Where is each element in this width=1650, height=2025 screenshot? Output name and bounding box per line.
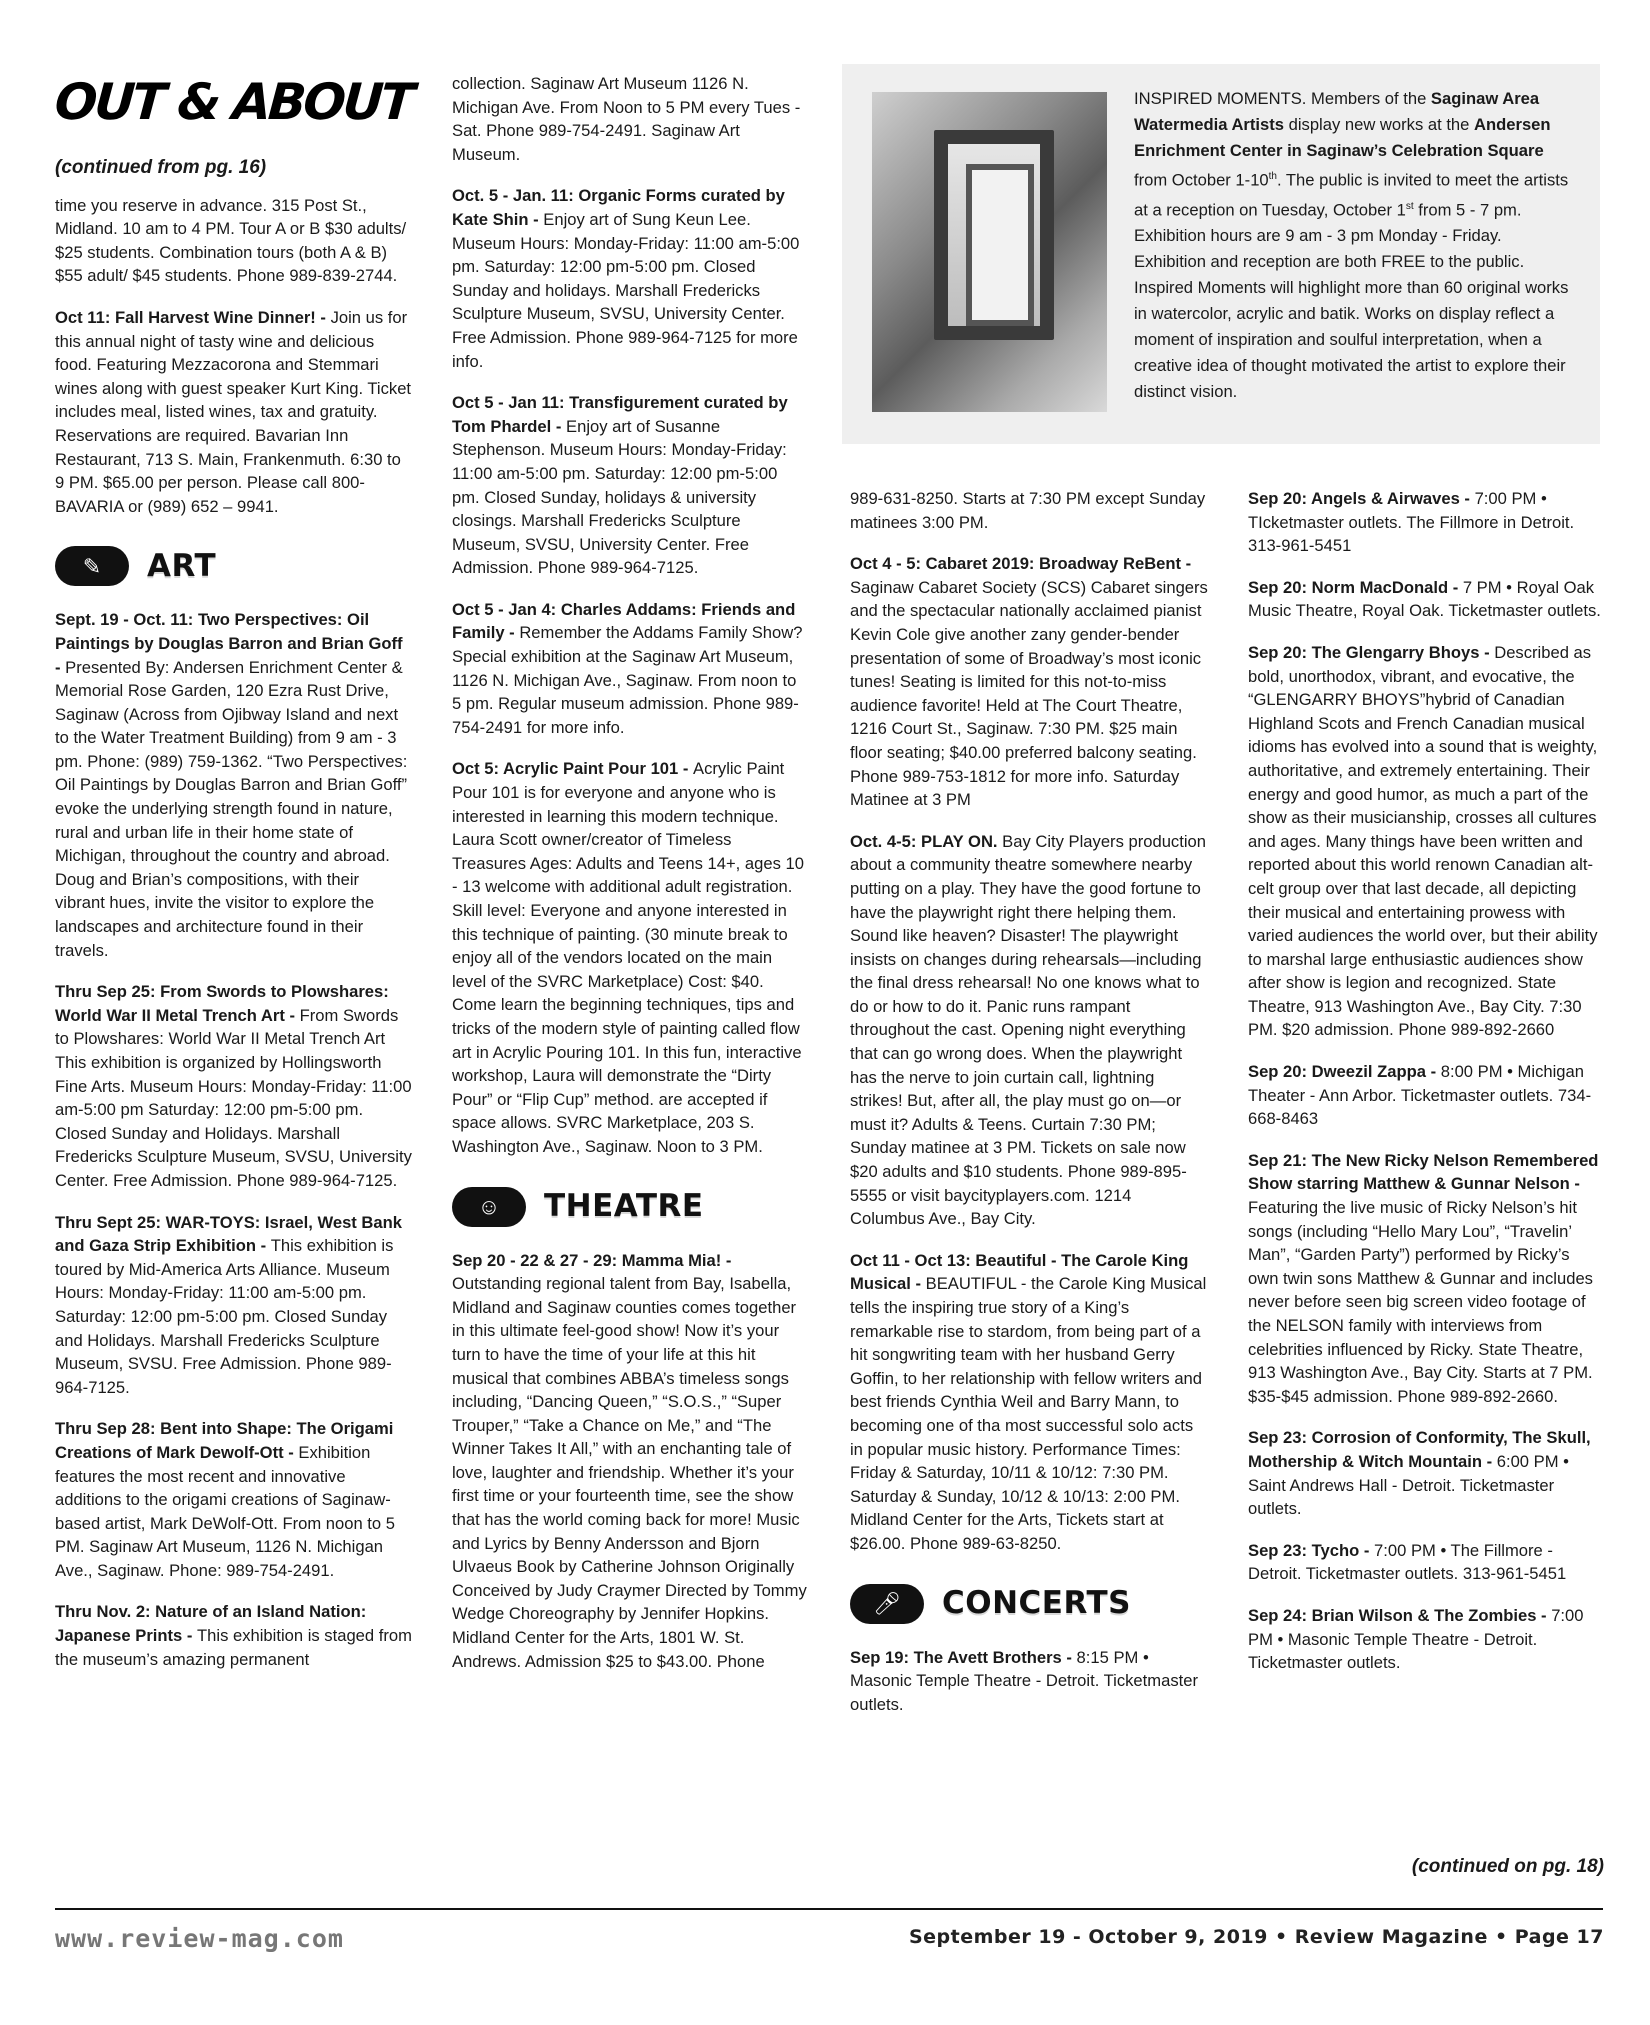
listing-glengarry: Sep 20: The Glengarry Bhoys - Described as bold, unorthodox, vibrant, and evocative, the “GLENGARRY BHOYS”hybrid of Canadian Highland Scots and French Canadian musical idioms has evolved into a sound that is weighty, authoritative, and extremely entertaining. Their energy and good humor, as much a part of the show as their musicianship, crosses all cultures and ages. Many things have been written and reported about this world renown Canadian alt-celt group over that last decade, all depicting their musical and entertaining prowess with varied audiences the world over, but their ability to marshal large enthusiastic audiences show after show is legion and recognized. State Theatre, 913 Washington Ave., Bay City. 7:30 PM. $20 admission. Phone 989-892-2660 <box>1248 642 1598 1040</box>
listing-transfigurement: Oct 5 - Jan 11: Transfigurement curated by Tom Phardel - Enjoy art of Susanne Stephenson. Museum Hours: Monday-Friday: 11:00 am-5:00 pm. Saturday: 12:00 pm-5:00 pm. Closed Sunday, holidays & university closings. Marshall Fredericks Sculpture Museum, SVSU, University Center. Free Admission. Phone 989-964-7125. <box>452 393 788 578</box>
listing-cabaret: Oct 4 - 5: Cabaret 2019: Broadway ReBent - Saginaw Cabaret Society (SCS) Cabaret singers and the spectacular nationally acclaimed pianist Kevin Cole give another zany gender-bender presentation of some of Broadway’s most iconic tunes! Seating is limited for this not-to-miss audience favorite! Held at The Court Theatre, 1216 Court St., Saginaw. 7:30 PM. $25 main floor seating; $40.00 preferred balcony seating. Phone 989-753-1812 for more info. Saturday Matinee at 3 PM <box>850 554 1208 810</box>
listing-swords: Thru Sep 25: From Swords to Plowshares: World War II Metal Trench Art - From Swords to Plowshares: World War II Metal Trench Art This exhibition is organized by Hollingsworth Fine Arts. Museum Hours: Monday-Friday: 11:00 am-5:00 pm Saturday: 12:00 pm-5:00 pm. Closed Sunday and Holidays. Marshall Fredericks Sculpture Museum, SVSU, University Center. Free Admission. Phone 989-964-7125. <box>55 982 412 1190</box>
continued-to: (continued on pg. 18) <box>1411 1856 1604 1877</box>
inspired-caption: INSPIRED MOMENTS. Members of the Saginaw Area Watermedia Artists display new works at the Andersen Enrichment Center in Saginaw’s Celebration Square from October 1-10th. The public is invited to meet the artists at a reception on Tuesday, October 1st from 5 - 7 pm. Exhibition hours are 9 am - 3 pm Monday - Friday. Exhibition and reception are both FREE to the public. Inspired Moments will highlight more than 60 original works in watercolor, acrylic and batik. Works on display reflect a moment of inspiration and soulful interpretation, when a creative idea of thought motivated the artist to explore their distinct vision. <box>1134 89 1569 402</box>
website-link[interactable]: www.review-mag.com <box>55 1924 344 1953</box>
listing-corrosion: Sep 23: Corrosion of Conformity, The Skull, Mothership & Witch Mountain - 6:00 PM • Saint Andrews Hall - Detroit. Ticketmaster outlets. <box>1248 1428 1591 1519</box>
listing-collection: collection. Saginaw Art Museum 1126 N. Michigan Ave. From Noon to 5 PM every Tues - Sat. Phone 989-754-2491. Saginaw Art Museum. <box>452 74 801 164</box>
listing-tour: time you reserve in advance. 315 Post St., Midland. 10 am to 4 PM. Tour A or B $30 adults/ $25 students. Combination tours (both A & B) $55 adult/ $45 students. Phone 989-839-2744. <box>55 195 407 286</box>
listing-play-on: Oct. 4-5: PLAY ON. Bay City Players production about a community theatre somewhere nearby putting on a play. They have the good fortune to have the playwright right there helping them. Sound like heaven? Disaster! The playwright insists on changes during rehearsals—including the final dress rehearsal! No one knows what to do or how to do it. Panic runs rampant throughout the cast. Opening night everything that can go wrong does. When the playwright has the nerve to join curtain call, lightning strikes! But, after all, the play must go on—or must it? Adults & Teens. Curtain 7:30 PM; Sunday matinee at 3 PM. Tickets on sale now $20 adults and $10 students. Phone 989-895-5555 or visit baycityplayers.com. 1214 Columbus Ave., Bay City. <box>850 831 1206 1229</box>
listing-japanese-prints: Thru Nov. 2: Nature of an Island Nation: Japanese Prints - This exhibition is staged from the museum’s amazing permanent <box>55 1602 412 1669</box>
microphone-icon: 🎤︎ <box>850 1584 924 1624</box>
section-brand-title: OUT & ABOUT <box>52 73 414 131</box>
column-1 <box>55 156 412 1876</box>
column-2 <box>452 72 809 1872</box>
listing-beautiful: Oct 11 - Oct 13: Beautiful - The Carole King Musical - BEAUTIFUL - the Carole King Musical tells the inspiring true story of a King’s remarkable rise to stardom, from being part of a hit songwriting team with her husband Gerry Goffin, to her relationship with fellow writers and best friends Cynthia Weil and Barry Mann, to becoming one of tha most successful solo acts in popular music history. Performance Times: Friday & Saturday, 10/11 & 10/12: 7:30 PM. Saturday & Sunday, 10/12 & 10/13: 2:00 PM. Midland Center for the Arts, Tickets start at $26.00. Phone 989-63-8250. <box>850 1250 1207 1553</box>
masks-icon: ☺ <box>452 1187 526 1227</box>
listing-organic-forms: Oct. 5 - Jan. 11: Organic Forms curated by Kate Shin - Enjoy art of Sung Keun Lee. Museum Hours: Monday-Friday: 11:00 am-5:00 pm. Saturday: 12:00 pm-5:00 pm. Closed Sunday and holidays. Marshall Fredericks Sculpture Museum, SVSU, University Center. Free Admission. Phone 989-964-7125 for more info. <box>452 186 800 371</box>
listing-phone-cont: 989-631-8250. Starts at 7:30 PM except Sunday matinees 3:00 PM. <box>850 489 1206 532</box>
continued-from: (continued from pg. 16) <box>55 157 267 178</box>
listing-norm: Sep 20: Norm MacDonald - 7 PM • Royal Oak Music Theatre, Royal Oak. Ticketmaster outlets. <box>1248 577 1601 621</box>
listing-two-perspectives: Sept. 19 - Oct. 11: Two Perspectives: Oil Paintings by Douglas Barron and Brian Goff - Presented By: Andersen Enrichment Center & Memorial Rose Garden, 120 Ezra Rust Drive, Saginaw (Across from Ojibway Island and next to the Water Treatment Building) from 9 am - 3 pm. Phone: (989) 759-1362. “Two Perspectives: Oil Paintings by Douglas Barron and Brian Goff” evoke the underlying strength found in nature, rural and urban life in their home state of Michigan, throughout the country and abroad. Doug and Brian’s compositions, with their vibrant hues, invite the visitor to explore the landscapes and architecture found in their travels. <box>55 610 408 960</box>
listing-zappa: Sep 20: Dweezil Zappa - 8:00 PM • Michigan Theater - Ann Arbor. Ticketmaster outlets. 734-668-8463 <box>1248 1062 1592 1129</box>
art-section-heading: ✎ ART <box>55 544 412 588</box>
palette-icon: ✎ <box>55 546 129 586</box>
concerts-section-heading: 🎤︎ CONCERTS <box>850 1582 1210 1626</box>
issue-page-line: September 19 - October 9, 2019 • Review Magazine • Page 17 <box>908 1926 1604 1948</box>
column-3 <box>850 487 1210 1867</box>
footer-rule <box>55 1908 1603 1910</box>
listing-bent-shape: Thru Sep 28: Bent into Shape: The Origami Creations of Mark Dewolf-Ott - Exhibition features the most recent and innovative additions to the origami creations of Saginaw-based artist, Mark DeWolf-Ott. From noon to 5 PM. Saginaw Art Museum, 1126 N. Michigan Ave., Saginaw. Phone: 989-754-2491. <box>55 1419 395 1580</box>
listing-ricky-nelson: Sep 21: The New Ricky Nelson Remembered Show starring Matthew & Gunnar Nelson - Featuring the live music of Ricky Nelson’s hit songs (including “Hello Mary Lou”, “Travelin’ Man”, “Garden Party”) performed by Ricky’s own twin sons Matthew & Gunnar and includes never before seen big screen video footage of the NELSON family with interviews from celebrities influenced by Ricky. State Theatre, 913 Washington Ave., Bay City. Starts at 7 PM. $35-$45 admission. Phone 989-892-2660. <box>1248 1150 1599 1406</box>
listing-brian-wilson: Sep 24: Brian Wilson & The Zombies - 7:00 PM • Masonic Temple Theatre - Detroit. Ticketmaster outlets. <box>1248 1605 1584 1673</box>
listing-wine-dinner: Oct 11: Fall Harvest Wine Dinner! - Join us for this annual night of tasty wine and delicious food. Featuring Mezzacorona and Stemmari wines along with guest speaker Kurt King. Ticket includes meal, listed wines, tax and gratuity. Reservations are required. Bavarian Inn Restaurant, 713 S. Main, Frankenmuth. 6:30 to 9 PM. $65.00 per person. Please call 800-BAVARIA or (989) 652 – 9941. <box>55 307 412 516</box>
listing-acrylic: Oct 5: Acrylic Paint Pour 101 - Acrylic Paint Pour 101 is for everyone and anyone who is interested in learning this modern technique. Laura Scott owner/creator of Timeless Treasures Ages: Adults and Teens 14+, ages 10 - 13 welcome with additional adult registration. Skill level: Everyone and anyone interested in this technique of painting. (30 minute break to enjoy all of the vendors located on the main level of the SVRC Marketplace) Cost: $40. Come learn the beginning techniques, tips and tricks of the modern style of painting called flow art in Acrylic Pouring 101. In this fun, interactive workshop, Laura will demonstrate the “Dirty Pour” or “Flip Cup” method. are accepted if space allows. SVRC Marketplace, 203 S. Washington Ave., Saginaw. Noon to 3 PM. <box>452 759 804 1156</box>
artwork-photo <box>872 92 1107 412</box>
listing-angels: Sep 20: Angels & Airwaves - 7:00 PM • TIcketmaster outlets. The Fillmore in Detroit. 313-961-5451 <box>1248 489 1575 556</box>
column-4 <box>1248 487 1603 1867</box>
listing-mamma-mia: Sep 20 - 22 & 27 - 29: Mamma Mia! - Outstanding regional talent from Bay, Isabella, Midland and Saginaw counties comes together in this ultimate feel-good show! Now it’s your turn to have the time of your life at this hit musical that combines ABBA’s timeless songs including, “Dancing Queen,” “S.O.S.,” “Super Trouper,” “Take a Chance on Me,” and “The Winner Takes It All,” with an enchanting tale of love, laughter and friendship. Whether it’s your first time or your fourteenth time, see the show that has the world coming back for more! Music and Lyrics by Benny Andersson and Bjorn Ulvaeus Book by Catherine Johnson Originally Conceived by Judy Craymer Directed by Tommy Wedge Choreography by Jennifer Hopkins. Midland Center for the Arts, 1801 W. St. Andrews. Admission $25 to $43.00. Phone <box>452 1250 807 1671</box>
listing-tycho: Sep 23: Tycho - 7:00 PM • The Fillmore - Detroit. Ticketmaster outlets. 313-961-5451 <box>1248 1540 1567 1584</box>
listing-addams: Oct 5 - Jan 4: Charles Addams: Friends and Family - Remember the Addams Family Show? Special exhibition at the Saginaw Art Museum, 1126 N. Michigan Ave., Saginaw. From noon to 5 pm. Regular museum admission. Phone 989-754-2491 for more info. <box>452 599 803 737</box>
theatre-section-heading: ☺ THEATRE <box>452 1185 809 1229</box>
listing-avett: Sep 19: The Avett Brothers - 8:15 PM • Masonic Temple Theatre - Detroit. Ticketmaster outlets. <box>850 1647 1198 1714</box>
listing-war-toys: Thru Sept 25: WAR-TOYS: Israel, West Bank and Gaza Strip Exhibition - This exhibition is toured by Mid-America Arts Alliance. Museum Hours: Monday-Friday: 11:00 am-5:00 pm. Saturday: 12:00 pm-5:00 pm. Closed Sunday and Holidays. Marshall Fredericks Sculpture Museum, SVSU. Free Admission. Phone 989-964-7125. <box>55 1212 403 1397</box>
inspired-moments-box <box>842 64 1600 444</box>
